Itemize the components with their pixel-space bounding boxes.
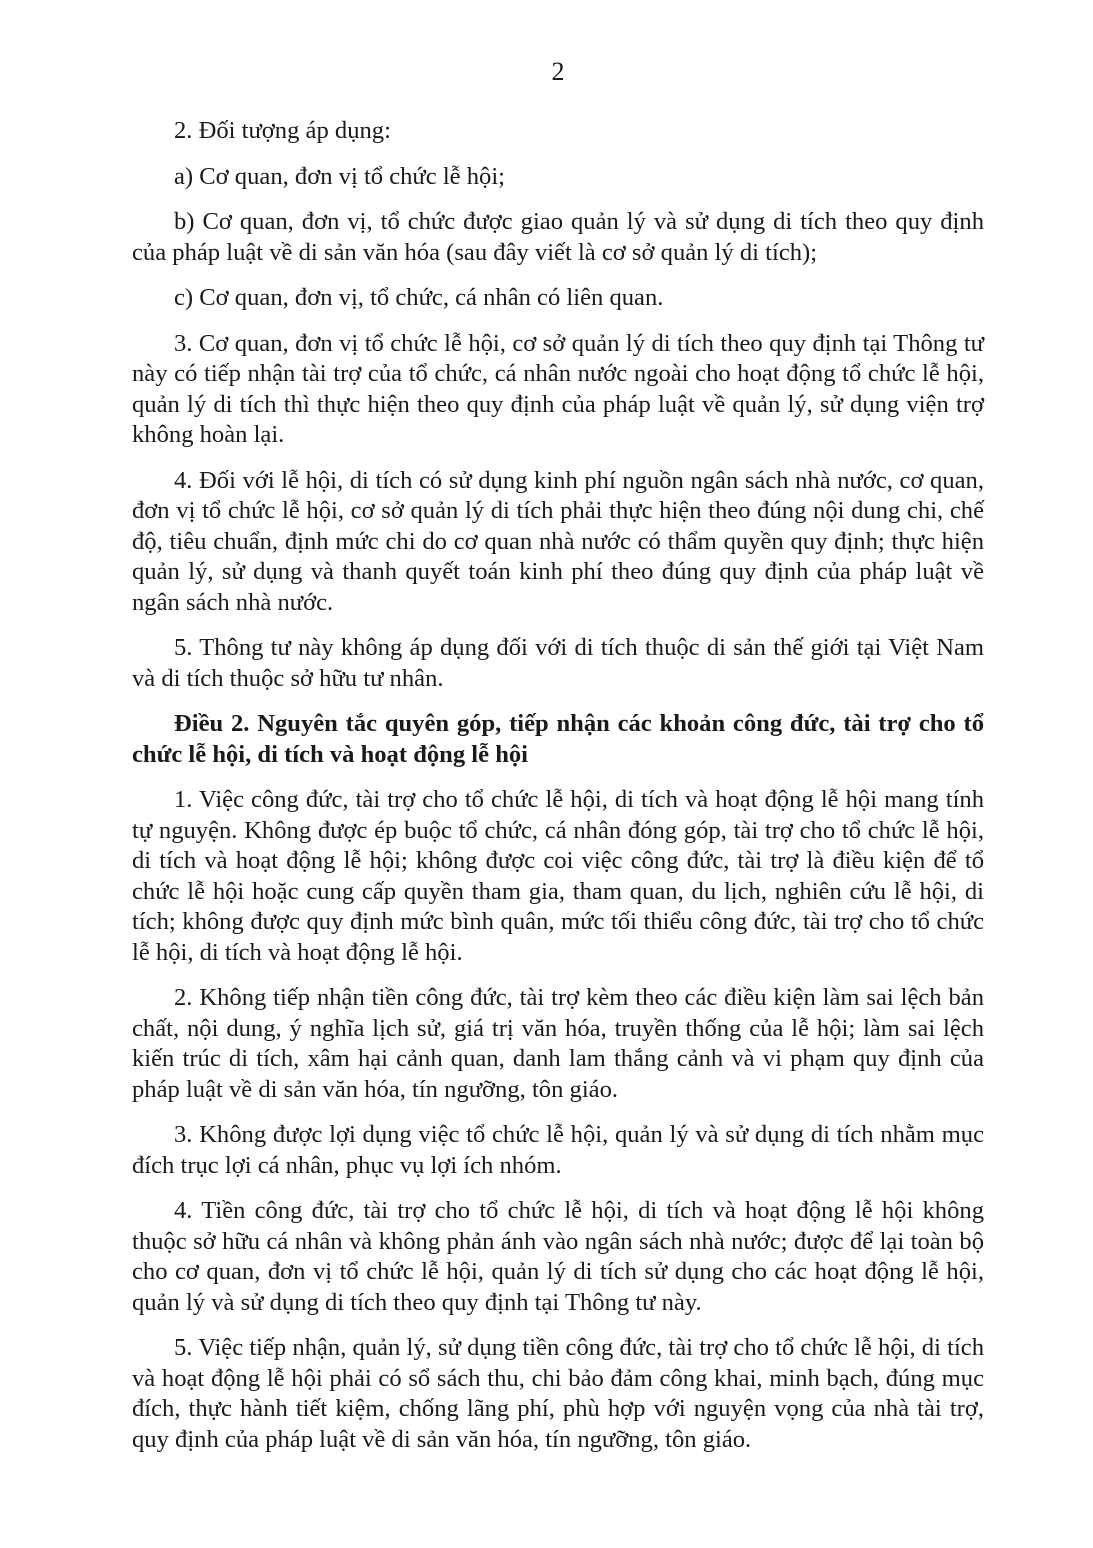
clause-2c: c) Cơ quan, đơn vị, tổ chức, cá nhân có liên quan. <box>174 284 664 311</box>
clause-2b: b) Cơ quan, đơn vị, tổ chức được giao quản lý và sử dụng di tích theo quy định của pháp luật về di sản văn hóa (sau đây viết là cơ sở quản lý di tích); <box>132 208 984 266</box>
article-2-clause-5: 5. Việc tiếp nhận, quản lý, sử dụng tiền công đức, tài trợ cho tổ chức lễ hội, di tích và hoạt động lễ hội phải có sổ sách thu, chi bảo đảm công khai, minh bạch, đúng mục đích, thực hành tiết kiệm, chống lãng phí, phù hợp với nguyện vọng của nhà tài trợ, quy định của pháp luật về di sản văn hóa, tín ngưỡng, tôn giáo. <box>132 1334 984 1453</box>
article-2-clause-4: 4. Tiền công đức, tài trợ cho tổ chức lễ hội, di tích và hoạt động lễ hội không thuộc sở hữu cá nhân và không phản ánh vào ngân sách nhà nước; được để lại toàn bộ cho cơ quan, đơn vị tổ chức lễ hội, quản lý di tích sử dụng cho các hoạt động lễ hội, quản lý và sử dụng di tích theo quy định tại Thông tư này. <box>132 1197 984 1316</box>
clause-4: 4. Đối với lễ hội, di tích có sử dụng kinh phí nguồn ngân sách nhà nước, cơ quan, đơn vị tổ chức lễ hội, cơ sở quản lý di tích phải thực hiện theo đúng nội dung chi, chế độ, tiêu chuẩn, định mức chi do cơ quan nhà nước có thẩm quyền quy định; thực hiện quản lý, sử dụng và thanh quyết toán kinh phí theo đúng quy định của pháp luật về ngân sách nhà nước. <box>132 466 984 616</box>
clause-3: 3. Cơ quan, đơn vị tổ chức lễ hội, cơ sở quản lý di tích theo quy định tại Thông tư này có tiếp nhận tài trợ của tổ chức, cá nhân nước ngoài cho hoạt động tổ chức lễ hội, quản lý di tích thì thực hiện theo quy định của pháp luật về quản lý, sử dụng viện trợ không hoàn lại. <box>132 329 984 448</box>
article-2-clause-1: 1. Việc công đức, tài trợ cho tổ chức lễ hội, di tích và hoạt động lễ hội mang tính tự nguyện. Không được ép buộc tổ chức, cá nhân đóng góp, tài trợ cho tổ chức lễ hội, di tích và hoạt động lễ hội; không được coi việc công đức, tài trợ là điều kiện để tổ chức lễ hội hoặc cung cấp quyền tham gia, tham quan, du lịch, nghiên cứu lễ hội, di tích; không được quy định mức bình quân, mức tối thiểu công đức, tài trợ cho tổ chức lễ hội, di tích và hoạt động lễ hội. <box>132 786 984 966</box>
clause-2-subjects: 2. Đối tượng áp dụng: <box>174 117 391 144</box>
article-2-clause-3: 3. Không được lợi dụng việc tổ chức lễ hội, quản lý và sử dụng di tích nhằm mục đích trục lợi cá nhân, phục vụ lợi ích nhóm. <box>132 1121 984 1179</box>
article-2-heading: Điều 2. Nguyên tắc quyên góp, tiếp nhận các khoản công đức, tài trợ cho tổ chức lễ hội, di tích và hoạt động lễ hội <box>132 710 984 768</box>
page-number: 2 <box>551 57 565 86</box>
clause-2a: a) Cơ quan, đơn vị tổ chức lễ hội; <box>174 162 505 190</box>
document-body <box>132 116 984 1470</box>
clause-5: 5. Thông tư này không áp dụng đối với di tích thuộc di sản thế giới tại Việt Nam và di tích thuộc sở hữu tư nhân. <box>132 634 984 692</box>
article-2-clause-2: 2. Không tiếp nhận tiền công đức, tài trợ kèm theo các điều kiện làm sai lệch bản chất, nội dung, ý nghĩa lịch sử, giá trị văn hóa, truyền thống của lễ hội; làm sai lệch kiến trúc di tích, xâm hại cảnh quan, danh lam thắng cảnh và vi phạm quy định của pháp luật về di sản văn hóa, tín ngưỡng, tôn giáo. <box>132 984 984 1103</box>
